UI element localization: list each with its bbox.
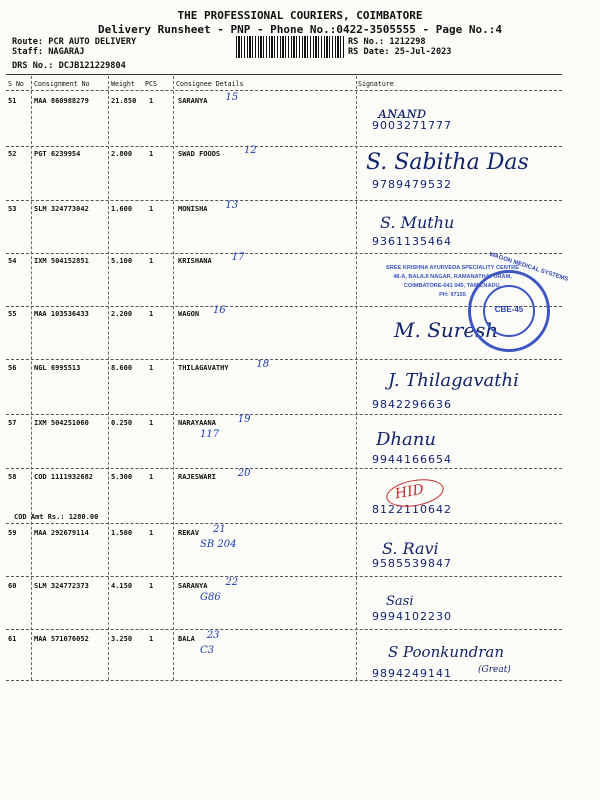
row-consignee: REKAV bbox=[178, 529, 200, 537]
col-signature: Signature bbox=[358, 80, 394, 88]
row-consignee: BALA bbox=[178, 635, 195, 643]
row-phone: 9944166654 bbox=[372, 453, 452, 466]
stamp-line: PH: 97155 bbox=[439, 292, 466, 298]
row-consignment: MAA 292679114 bbox=[34, 529, 89, 537]
row-mark: 15 bbox=[225, 92, 239, 103]
row-divider bbox=[6, 629, 562, 630]
row-mark: 16 bbox=[213, 305, 226, 316]
row-sno: 55 bbox=[8, 310, 17, 318]
row-mark: 21 bbox=[213, 524, 226, 535]
row-consignment: MAA 860988279 bbox=[34, 97, 89, 105]
row-mark: 13 bbox=[225, 200, 239, 211]
row-signature: Sasi bbox=[386, 594, 414, 609]
col-divider bbox=[173, 76, 174, 680]
row-phone: 9361135464 bbox=[372, 235, 452, 248]
col-consignment: Consignment No bbox=[34, 80, 90, 88]
row-mark: 19 bbox=[237, 414, 251, 425]
row-sno: 53 bbox=[8, 205, 17, 213]
row-signature: S. Sabitha Das bbox=[366, 150, 529, 175]
stamp-line: SREE KRISHNA AYURVEDA SPECIALITY CENTRE bbox=[386, 265, 519, 271]
row-consignment: IXM 504251060 bbox=[34, 419, 89, 427]
row-pcs: 1 bbox=[149, 473, 154, 481]
row-pcs: 1 bbox=[149, 97, 154, 105]
row-weight: 2.200 bbox=[111, 310, 133, 318]
row-weight: 5.100 bbox=[111, 257, 133, 265]
row-divider bbox=[6, 200, 562, 201]
row-signature: ᴀɴᴀɴᴅ bbox=[378, 103, 427, 122]
row-divider bbox=[6, 576, 562, 577]
row-consignment: IXM 504152851 bbox=[34, 257, 89, 265]
col-consignee: Consignee Details bbox=[176, 80, 244, 88]
row-phone: 8122110642 bbox=[372, 503, 452, 516]
row-weight: 3.250 bbox=[111, 635, 133, 643]
column-header-rule bbox=[6, 90, 562, 91]
row-weight: 2.800 bbox=[111, 150, 133, 158]
row-signature: S. Ravi bbox=[382, 539, 439, 558]
row-consignment: SLM 324773042 bbox=[34, 205, 89, 213]
runsheet-subtitle: Delivery Runsheet - PNP - Phone No.:0422-3505555 - Page No.:4 bbox=[98, 23, 502, 36]
col-divider bbox=[356, 76, 357, 680]
company-seal bbox=[468, 251, 569, 352]
row-pcs: 1 bbox=[149, 150, 154, 158]
row-phone: 9789479532 bbox=[372, 178, 452, 191]
row-sno: 59 bbox=[8, 529, 17, 537]
row-sno: 60 bbox=[8, 582, 17, 590]
staff-label: Staff: NAGARAJ bbox=[12, 47, 85, 57]
row-consignee: SARANYA bbox=[178, 582, 208, 590]
header-rule bbox=[6, 74, 562, 75]
row-mark-secondary: G86 bbox=[200, 592, 221, 603]
row-phone: 9585539847 bbox=[372, 557, 452, 570]
hid-mark: HID bbox=[393, 481, 426, 503]
stamp-line: COIMBATORE-641 045, TAMILNADU. bbox=[403, 283, 502, 289]
row-sno: 57 bbox=[8, 419, 17, 427]
row-weight: 1.600 bbox=[111, 205, 133, 213]
row-consignee: THILAGAVATHY bbox=[178, 364, 229, 372]
row-weight: 0.250 bbox=[111, 419, 133, 427]
row-pcs: 1 bbox=[149, 205, 154, 213]
row-divider bbox=[6, 680, 562, 681]
row-pcs: 1 bbox=[149, 529, 154, 537]
rs-date: RS Date: 25-Jul-2023 bbox=[348, 47, 452, 57]
row-mark: 18 bbox=[256, 359, 270, 370]
col-divider bbox=[108, 76, 109, 680]
rs-number: RS No.: 1212298 bbox=[348, 37, 426, 47]
route-label: Route: PCR AUTO DELIVERY bbox=[12, 37, 137, 47]
row-divider bbox=[6, 146, 562, 147]
row-phone: 9003271777 bbox=[372, 119, 452, 132]
row-sno: 58 bbox=[8, 473, 17, 481]
row-consignment: COD 1111932682 bbox=[34, 473, 94, 481]
row-signature: S. Muthu bbox=[380, 213, 455, 232]
row-consignment: MAA 103536433 bbox=[34, 310, 89, 318]
row-note: (Great) bbox=[478, 665, 511, 675]
row-weight: 21.850 bbox=[111, 97, 137, 105]
row-pcs: 1 bbox=[149, 582, 154, 590]
drs-number: DRS No.: DCJB121229804 bbox=[12, 61, 126, 71]
row-weight: 5.300 bbox=[111, 473, 133, 481]
row-divider bbox=[6, 523, 562, 524]
row-mark-secondary: C3 bbox=[200, 645, 215, 656]
row-mark: 17 bbox=[231, 252, 245, 263]
row-mark-secondary: 117 bbox=[200, 429, 220, 440]
row-sno: 56 bbox=[8, 364, 17, 372]
row-divider bbox=[6, 414, 562, 415]
row-divider bbox=[6, 359, 562, 360]
row-pcs: 1 bbox=[149, 635, 154, 643]
stamp-line: 48-A, BALAJI NAGAR, RAMANATHAPURAM, bbox=[393, 274, 512, 280]
row-consignment: NGL 6995513 bbox=[34, 364, 81, 372]
row-phone: 9894249141 bbox=[372, 667, 452, 680]
row-mark: 12 bbox=[244, 145, 257, 156]
seal-ring-text: WAGON MEDICAL SYSTEMS bbox=[488, 251, 569, 283]
row-sno: 52 bbox=[8, 150, 17, 158]
row-phone: 9994102230 bbox=[372, 610, 452, 623]
row-consignee: SWAD FOODS bbox=[178, 150, 221, 158]
row-phone: 9842296636 bbox=[372, 398, 452, 411]
seal-center-text: CBE-45 bbox=[494, 305, 524, 314]
row-sno: 61 bbox=[8, 635, 17, 643]
row-consignee: RAJESWARI bbox=[178, 473, 216, 481]
row-signature: Dhanu bbox=[376, 429, 436, 450]
seal-inner-ring bbox=[483, 285, 535, 337]
row-sno: 54 bbox=[8, 257, 17, 265]
row-divider bbox=[6, 468, 562, 469]
row-weight: 1.500 bbox=[111, 529, 133, 537]
row-mark: 20 bbox=[237, 468, 251, 479]
col-divider bbox=[31, 76, 32, 680]
barcode bbox=[236, 36, 344, 58]
row-consignee: NARAYAANA bbox=[178, 419, 216, 427]
row-weight: 8.600 bbox=[111, 364, 133, 372]
row-mark: 22 bbox=[225, 577, 239, 588]
row-mark-secondary: SB 204 bbox=[200, 539, 237, 550]
row-consignment: PGT 6239954 bbox=[34, 150, 81, 158]
row-pcs: 1 bbox=[149, 364, 154, 372]
col-sno: S No bbox=[8, 80, 24, 88]
row-pcs: 1 bbox=[149, 310, 154, 318]
row-signature: S Poonkundran bbox=[388, 643, 505, 661]
row-pcs: 1 bbox=[149, 257, 154, 265]
row-sno: 51 bbox=[8, 97, 17, 105]
row-pcs: 1 bbox=[149, 419, 154, 427]
col-weight: Weight bbox=[111, 80, 135, 88]
cod-amount: COD Amt Rs.: 1280.00 bbox=[14, 513, 99, 521]
row-signature: M. Suresh bbox=[394, 318, 499, 342]
row-signature: J. Thilagavathi bbox=[388, 370, 519, 391]
col-pcs: PCS bbox=[145, 80, 157, 88]
row-consignment: SLM 324772373 bbox=[34, 582, 89, 590]
row-consignment: MAA 571076052 bbox=[34, 635, 89, 643]
row-consignee: WAGON bbox=[178, 310, 200, 318]
row-weight: 4.150 bbox=[111, 582, 133, 590]
row-consignee: KRISHANA bbox=[178, 257, 212, 265]
company-title: THE PROFESSIONAL COURIERS, COIMBATORE bbox=[177, 9, 423, 22]
row-mark: 23 bbox=[206, 630, 220, 641]
row-consignee: MONISHA bbox=[178, 205, 208, 213]
row-consignee: SARANYA bbox=[178, 97, 208, 105]
